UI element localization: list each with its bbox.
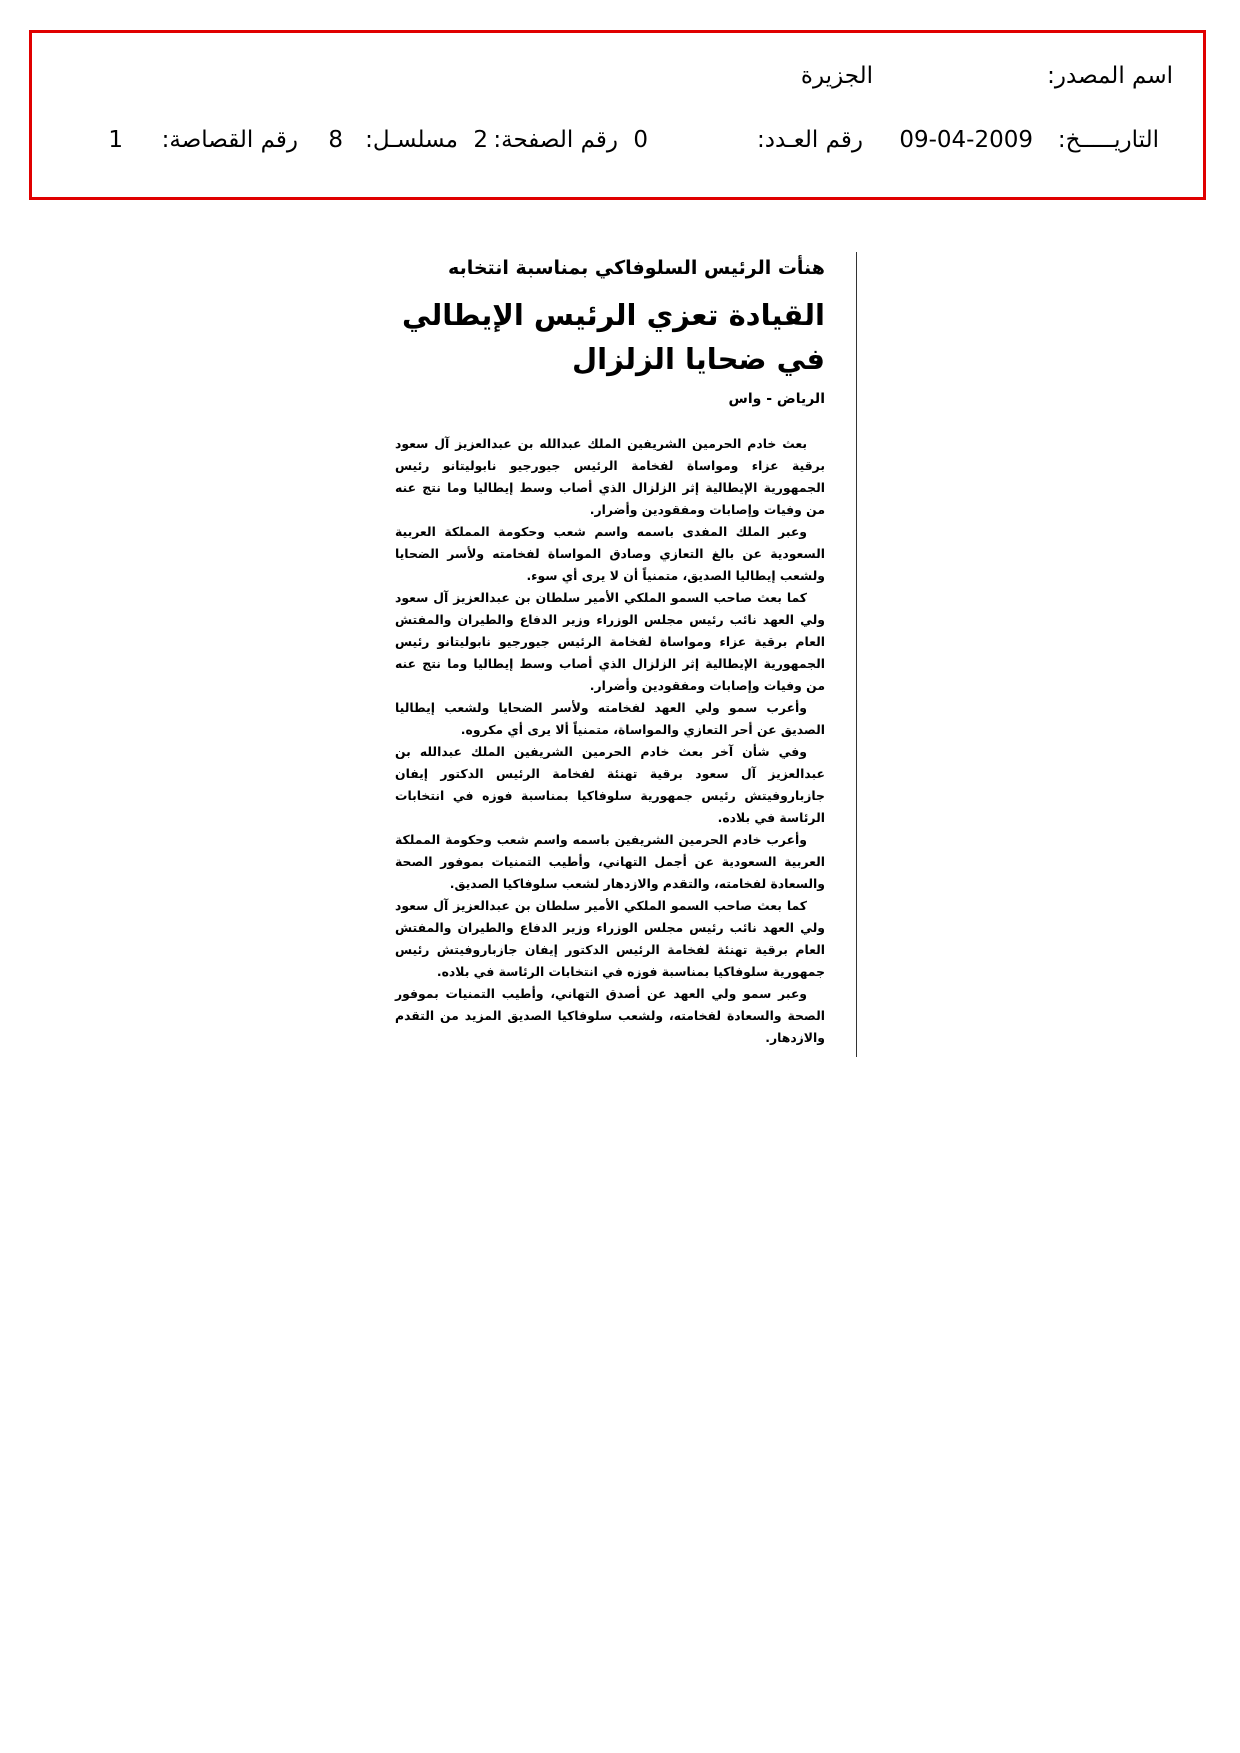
serial-label: مسلسـل: (365, 127, 458, 153)
article-body (395, 433, 825, 1049)
source-label: اسم المصدر: (1047, 63, 1173, 89)
issue-label: رقم العـدد: (756, 127, 863, 153)
metadata-row-details (32, 127, 1203, 167)
date-label: التاريـــــخ: (1057, 127, 1159, 153)
clip-value: 1 (108, 127, 123, 153)
article-paragraph: وأعرب سمو ولي العهد لفخامته ولأسر الضحايا ولشعب إيطاليا الصديق عن أحر التعازي والمواساة، متمنياً ألا يرى أي مكروه. (395, 700, 825, 737)
clipping-metadata-box (29, 30, 1206, 200)
article-paragraph: وعبر الملك المفدى باسمه واسم شعب وحكومة المملكة العربية السعودية عن بالغ التعازي وصادق المواساة لفخامته ولأسر الضحايا ولشعب إيطاليا الصديق، متمنياً أن لا يرى أي سوء. (395, 524, 825, 583)
article-kicker: هنأت الرئيس السلوفاكي بمناسبة انتخابه (448, 257, 825, 279)
article-paragraph: بعث خادم الحرمين الشريفين الملك عبدالله بن عبدالعزيز آل سعود برقية عزاء ومواساة لفخامة الرئيس جيورجيو نابوليتانو رئيس الجمهورية الإيطالية إثر الزلزال الذي أصاب وسط إيطاليا وما نتج عنه من وفيات وإصابات ومفقودين وأضرار. (395, 436, 825, 517)
column-rule (856, 252, 857, 1057)
page-label: رقم الصفحة: (493, 127, 618, 153)
headline-line-1: القيادة تعزي الرئيس الإيطالي (402, 298, 825, 332)
article-paragraph: وأعرب خادم الحرمين الشريفين باسمه واسم شعب وحكومة المملكة العربية السعودية عن أجمل التهاني، وأطيب التمنيات بموفور الصحة والسعادة لفخامته، والتقدم والازدهار لشعب سلوفاكيا الصديق. (395, 832, 825, 891)
source-value: الجزيرة (800, 63, 873, 89)
article-paragraph: وفي شأن آخر بعث خادم الحرمين الشريفين الملك عبدالله بن عبدالعزيز آل سعود برقية تهنئة لفخامة الرئيس الدكتور إيفان جازباروفيتش رئيس جمهورية سلوفاكيا بمناسبة فوزه في انتخابات الرئاسة في بلاده. (395, 744, 825, 825)
metadata-row-source (32, 63, 1203, 103)
article-paragraph: وعبر سمو ولي العهد عن أصدق التهاني، وأطيب التمنيات بموفور الصحة والسعادة لفخامته، ولشعب سلوفاكيا الصديق المزيد من التقدم والازدهار. (395, 986, 825, 1045)
article-headline (395, 293, 825, 381)
date-value: 09-04-2009 (899, 127, 1033, 153)
article-dateline: الرياض - واس (728, 391, 825, 407)
page-value: 2 (473, 127, 488, 153)
newspaper-article (395, 255, 825, 1049)
headline-line-2: في ضحايا الزلزال (571, 342, 825, 376)
issue-value: 0 (633, 127, 648, 153)
serial-value: 8 (328, 127, 343, 153)
article-paragraph: كما بعث صاحب السمو الملكي الأمير سلطان بن عبدالعزيز آل سعود ولي العهد نائب رئيس مجلس الوزراء وزير الدفاع والطيران والمفتش العام برقية تهنئة لفخامة الرئيس الدكتور إيفان جازباروفيتش رئيس جمهورية سلوفاكيا بمناسبة فوزه في انتخابات الرئاسة في بلاده. (395, 898, 825, 979)
article-paragraph: كما بعث صاحب السمو الملكي الأمير سلطان بن عبدالعزيز آل سعود ولي العهد نائب رئيس مجلس الوزراء وزير الدفاع والطيران والمفتش العام برقية عزاء ومواساة لفخامة الرئيس جيورجيو نابوليتانو رئيس الجمهورية الإيطالية إثر الزلزال الذي أصاب وسط إيطاليا وما نتج عنه من وفيات وإصابات ومفقودين وأضرار. (395, 590, 825, 693)
clip-label: رقم القصاصة: (161, 127, 298, 153)
